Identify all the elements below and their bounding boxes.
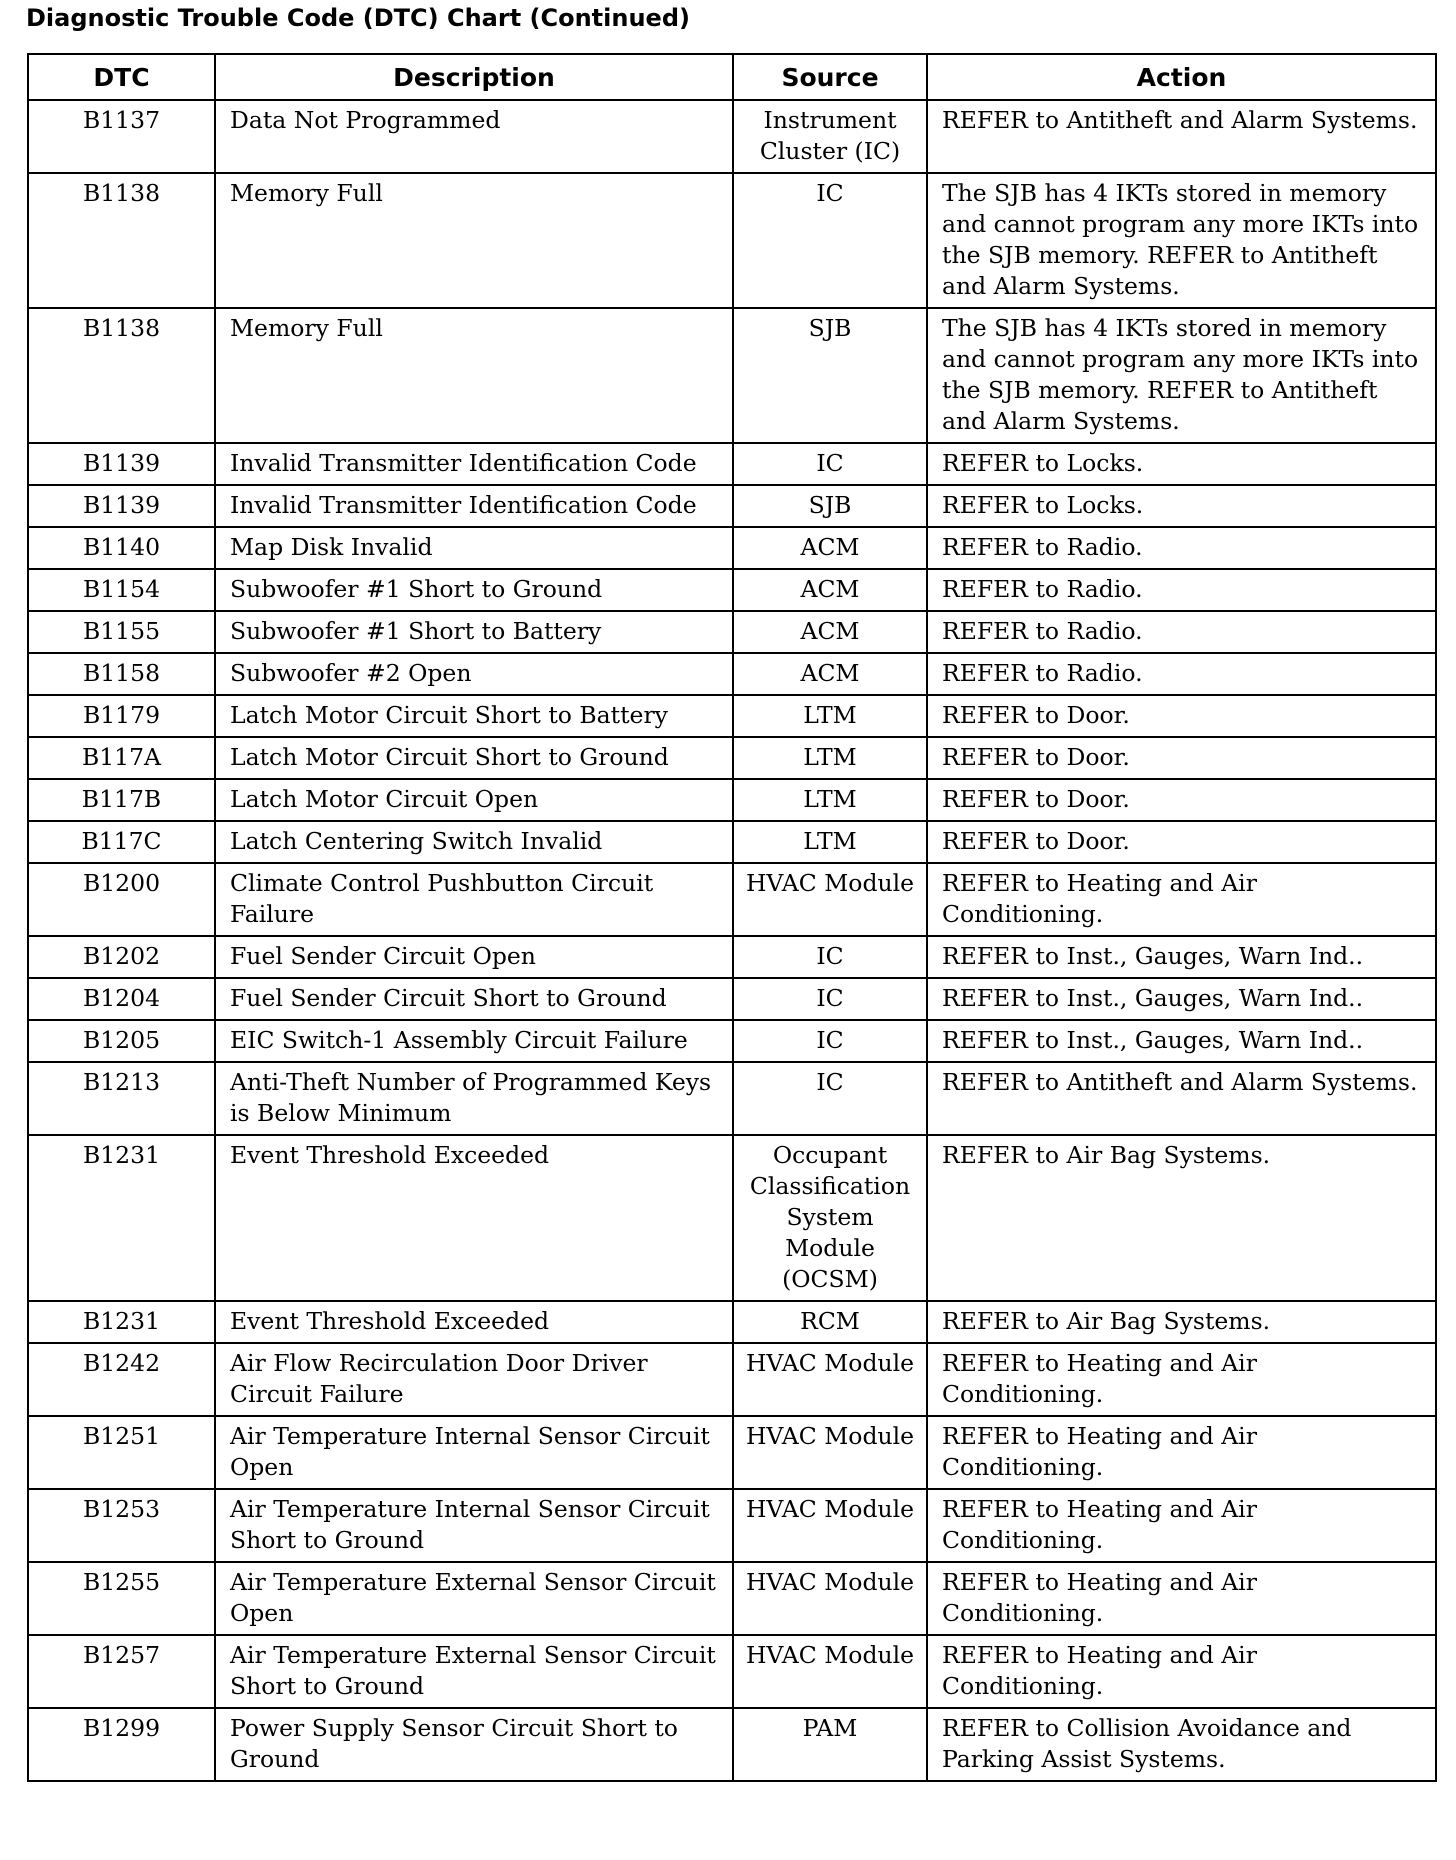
cell-source: ACM (733, 527, 927, 569)
cell-dtc: B1179 (28, 695, 215, 737)
cell-source: HVAC Module (733, 1635, 927, 1708)
page-title: Diagnostic Trouble Code (DTC) Chart (Continued) (26, 4, 690, 32)
cell-action: REFER to Door. (927, 695, 1436, 737)
cell-action: REFER to Door. (927, 779, 1436, 821)
cell-description: Anti-Theft Number of Programmed Keys is Below Minimum (215, 1062, 733, 1135)
cell-action: REFER to Antitheft and Alarm Systems. (927, 1062, 1436, 1135)
cell-dtc: B1204 (28, 978, 215, 1020)
table-row (28, 653, 1436, 695)
cell-action: REFER to Locks. (927, 485, 1436, 527)
cell-dtc: B1253 (28, 1489, 215, 1562)
cell-description: Latch Motor Circuit Open (215, 779, 733, 821)
cell-description: Subwoofer #1 Short to Battery (215, 611, 733, 653)
cell-description: EIC Switch-1 Assembly Circuit Failure (215, 1020, 733, 1062)
cell-description: Event Threshold Exceeded (215, 1135, 733, 1301)
table-row (28, 100, 1436, 173)
cell-source: LTM (733, 821, 927, 863)
cell-description: Climate Control Pushbutton Circuit Failure (215, 863, 733, 936)
cell-source: IC (733, 936, 927, 978)
cell-description: Map Disk Invalid (215, 527, 733, 569)
cell-description: Event Threshold Exceeded (215, 1301, 733, 1343)
cell-action: REFER to Radio. (927, 653, 1436, 695)
cell-description: Air Temperature Internal Sensor Circuit Short to Ground (215, 1489, 733, 1562)
cell-description: Memory Full (215, 308, 733, 443)
cell-source: HVAC Module (733, 863, 927, 936)
cell-dtc: B1231 (28, 1301, 215, 1343)
cell-dtc: B1202 (28, 936, 215, 978)
cell-action: REFER to Heating and Air Conditioning. (927, 863, 1436, 936)
column-header-action: Action (927, 54, 1436, 100)
cell-source: IC (733, 978, 927, 1020)
cell-action: REFER to Heating and Air Conditioning. (927, 1635, 1436, 1708)
cell-source: Occupant Classification System Module (OCSM) (733, 1135, 927, 1301)
cell-source: ACM (733, 611, 927, 653)
cell-action: REFER to Air Bag Systems. (927, 1301, 1436, 1343)
cell-description: Air Flow Recirculation Door Driver Circuit Failure (215, 1343, 733, 1416)
cell-source: LTM (733, 779, 927, 821)
cell-action: REFER to Collision Avoidance and Parking Assist Systems. (927, 1708, 1436, 1781)
cell-action: REFER to Inst., Gauges, Warn Ind.. (927, 978, 1436, 1020)
cell-source: IC (733, 443, 927, 485)
cell-source: HVAC Module (733, 1489, 927, 1562)
table-row (28, 1708, 1436, 1781)
column-header-dtc: DTC (28, 54, 215, 100)
cell-dtc: B1139 (28, 443, 215, 485)
cell-source: ACM (733, 653, 927, 695)
dtc-table (27, 53, 1437, 1782)
cell-description: Memory Full (215, 173, 733, 308)
table-header-row (28, 54, 1436, 100)
cell-description: Subwoofer #1 Short to Ground (215, 569, 733, 611)
table-row (28, 978, 1436, 1020)
cell-description: Power Supply Sensor Circuit Short to Ground (215, 1708, 733, 1781)
cell-dtc: B1200 (28, 863, 215, 936)
cell-dtc: B1139 (28, 485, 215, 527)
table-row (28, 737, 1436, 779)
cell-description: Fuel Sender Circuit Open (215, 936, 733, 978)
cell-action: REFER to Inst., Gauges, Warn Ind.. (927, 936, 1436, 978)
table-row (28, 611, 1436, 653)
cell-description: Fuel Sender Circuit Short to Ground (215, 978, 733, 1020)
cell-description: Latch Centering Switch Invalid (215, 821, 733, 863)
table-row (28, 1062, 1436, 1135)
cell-dtc: B1138 (28, 173, 215, 308)
cell-dtc: B1155 (28, 611, 215, 653)
cell-description: Air Temperature External Sensor Circuit Open (215, 1562, 733, 1635)
cell-dtc: B1154 (28, 569, 215, 611)
cell-description: Subwoofer #2 Open (215, 653, 733, 695)
cell-action: REFER to Heating and Air Conditioning. (927, 1416, 1436, 1489)
cell-description: Data Not Programmed (215, 100, 733, 173)
table-body (28, 100, 1436, 1781)
column-header-description: Description (215, 54, 733, 100)
cell-action: REFER to Antitheft and Alarm Systems. (927, 100, 1436, 173)
cell-action: REFER to Heating and Air Conditioning. (927, 1343, 1436, 1416)
table-row (28, 1135, 1436, 1301)
cell-dtc: B1140 (28, 527, 215, 569)
column-header-source: Source (733, 54, 927, 100)
cell-source: HVAC Module (733, 1343, 927, 1416)
cell-source: RCM (733, 1301, 927, 1343)
cell-dtc: B1137 (28, 100, 215, 173)
table-row (28, 485, 1436, 527)
cell-action: REFER to Locks. (927, 443, 1436, 485)
cell-source: PAM (733, 1708, 927, 1781)
cell-dtc: B1299 (28, 1708, 215, 1781)
cell-action: REFER to Heating and Air Conditioning. (927, 1562, 1436, 1635)
cell-description: Invalid Transmitter Identification Code (215, 485, 733, 527)
cell-dtc: B1205 (28, 1020, 215, 1062)
table-row (28, 821, 1436, 863)
cell-source: SJB (733, 485, 927, 527)
table-row (28, 1020, 1436, 1062)
table-row (28, 308, 1436, 443)
cell-dtc: B1255 (28, 1562, 215, 1635)
cell-description: Latch Motor Circuit Short to Battery (215, 695, 733, 737)
cell-source: IC (733, 173, 927, 308)
cell-source: LTM (733, 695, 927, 737)
cell-dtc: B117A (28, 737, 215, 779)
cell-action: REFER to Radio. (927, 527, 1436, 569)
cell-source: ACM (733, 569, 927, 611)
table-row (28, 1301, 1436, 1343)
table-row (28, 779, 1436, 821)
cell-source: IC (733, 1062, 927, 1135)
cell-dtc: B1213 (28, 1062, 215, 1135)
table-row (28, 1343, 1436, 1416)
cell-source: IC (733, 1020, 927, 1062)
cell-dtc: B1251 (28, 1416, 215, 1489)
cell-dtc: B1231 (28, 1135, 215, 1301)
cell-action: REFER to Air Bag Systems. (927, 1135, 1436, 1301)
cell-source: Instrument Cluster (IC) (733, 100, 927, 173)
table-row (28, 1416, 1436, 1489)
cell-dtc: B117C (28, 821, 215, 863)
cell-action: The SJB has 4 IKTs stored in memory and cannot program any more IKTs into the SJB memory. REFER to Antitheft and Alarm Systems. (927, 308, 1436, 443)
cell-action: REFER to Door. (927, 821, 1436, 863)
cell-source: HVAC Module (733, 1416, 927, 1489)
cell-action: The SJB has 4 IKTs stored in memory and cannot program any more IKTs into the SJB memory. REFER to Antitheft and Alarm Systems. (927, 173, 1436, 308)
cell-source: SJB (733, 308, 927, 443)
cell-description: Invalid Transmitter Identification Code (215, 443, 733, 485)
table-row (28, 443, 1436, 485)
cell-action: REFER to Radio. (927, 611, 1436, 653)
cell-dtc: B1257 (28, 1635, 215, 1708)
table-row (28, 527, 1436, 569)
cell-description: Air Temperature Internal Sensor Circuit Open (215, 1416, 733, 1489)
table-row (28, 936, 1436, 978)
cell-source: HVAC Module (733, 1562, 927, 1635)
cell-dtc: B1138 (28, 308, 215, 443)
table-row (28, 173, 1436, 308)
cell-action: REFER to Inst., Gauges, Warn Ind.. (927, 1020, 1436, 1062)
cell-description: Latch Motor Circuit Short to Ground (215, 737, 733, 779)
table-row (28, 695, 1436, 737)
table-row (28, 569, 1436, 611)
cell-source: LTM (733, 737, 927, 779)
table-row (28, 1489, 1436, 1562)
table-row (28, 1635, 1436, 1708)
cell-action: REFER to Heating and Air Conditioning. (927, 1489, 1436, 1562)
cell-dtc: B1158 (28, 653, 215, 695)
table-row (28, 863, 1436, 936)
cell-dtc: B1242 (28, 1343, 215, 1416)
cell-action: REFER to Radio. (927, 569, 1436, 611)
table-row (28, 1562, 1436, 1635)
cell-description: Air Temperature External Sensor Circuit Short to Ground (215, 1635, 733, 1708)
cell-dtc: B117B (28, 779, 215, 821)
cell-action: REFER to Door. (927, 737, 1436, 779)
